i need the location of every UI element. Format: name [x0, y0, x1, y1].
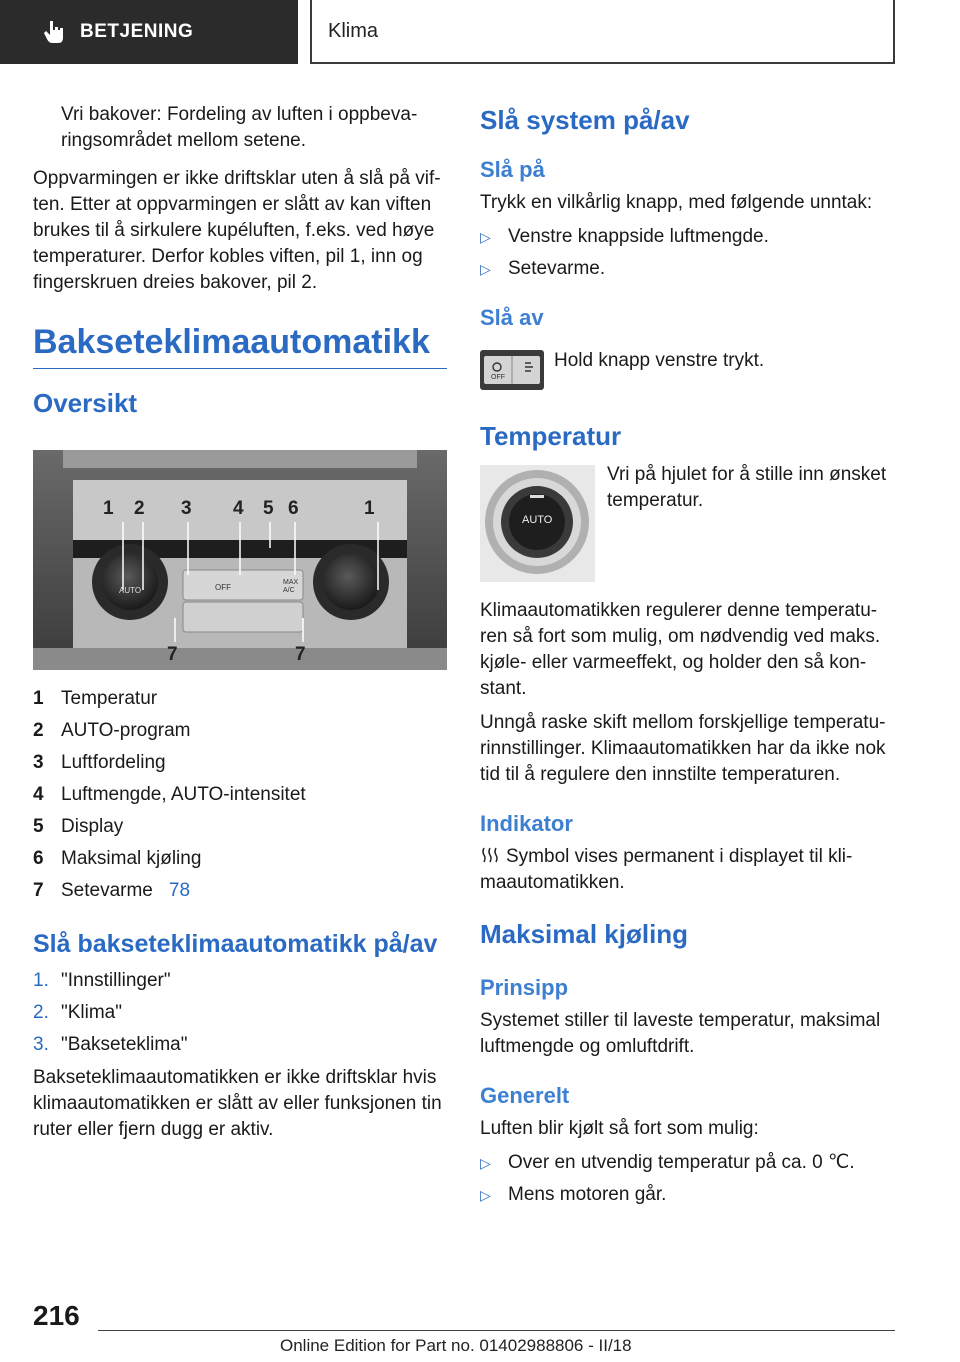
figure-callout-1b: 1 [364, 498, 375, 519]
paragraph-availability: Bakseteklimaautomatikken er ikke driftsklar hvis klimaautomatikken er slått av eller funksjonen tin ruter eller fjern dugg er aktiv. [33, 1067, 442, 1140]
principle-heading: Prinsipp [480, 975, 569, 1000]
triangle-bullet-icon: ▷ [480, 261, 491, 277]
general-item: ▷ Mens motoren går. [480, 1182, 894, 1208]
off-text: Hold knapp venstre trykt. [554, 350, 765, 371]
section-tab [0, 0, 298, 64]
temperature-heading: Temperatur [480, 421, 622, 451]
legend-item: 2 AUTO-program [33, 720, 191, 741]
off-button-label: OFF [491, 374, 505, 381]
step-item: 1. "Innstillinger" [33, 970, 171, 991]
on-exception-item: ▷ Setevarme. [480, 256, 894, 282]
general-item: ▷ Over en utvendig temperatur på ca. 0 ℃. [480, 1150, 894, 1176]
on-heading: Slå på [480, 157, 545, 182]
figure-callout-2: 2 [134, 498, 145, 519]
figure-knob-auto-label: AUTO [119, 586, 142, 595]
figure-callout-1: 1 [103, 498, 114, 519]
legend-item: 5 Display [33, 816, 124, 837]
triangle-bullet-icon: ▷ [480, 229, 491, 245]
page-reference-link[interactable]: 78 [168, 880, 191, 901]
onoff-heading: Slå bakseteklimaautomatikk på/av [33, 930, 438, 958]
figure-callout-7b: 7 [295, 644, 306, 665]
step-item: 2. "Klima" [33, 1002, 122, 1023]
intro-line: Vri bakover: Fordeling av luften i oppbeva-ringsområdet mellom setene. [61, 104, 418, 151]
right-column-top [480, 104, 894, 332]
figure-off-label: OFF [215, 583, 231, 592]
overview-heading: Oversikt [33, 388, 138, 418]
left-column-top [33, 102, 447, 419]
temperature-para-1: Klimaautomatikken regulerer denne temperatu-ren så fort som mulig, om nødvendig ved maks. kjøle- eller varmeeffekt, og holder den så kon-stant. [480, 600, 881, 699]
temperature-text: Vri på hjulet for å stille inn ønsket temperatur. [607, 464, 887, 511]
system-heading: Slå system på/av [480, 105, 690, 135]
off-button-image [480, 350, 544, 390]
on-text: Trykk en vilkårlig knapp, med følgende unntak: [480, 192, 873, 213]
figure-callout-4: 4 [233, 498, 244, 519]
general-text: Luften blir kjølt så fort som mulig: [480, 1118, 759, 1139]
principle-text: Systemet stiller til laveste temperatur, maksimal luftmengde og omluftdrift. [480, 1010, 881, 1057]
legend-item: 1 Temperatur [33, 688, 158, 709]
hand-pointer-icon [40, 18, 68, 46]
triangle-bullet-icon: ▷ [480, 1187, 491, 1203]
figure-callout-3: 3 [181, 498, 192, 519]
legend-item: 7 Setevarme 78 [33, 875, 447, 907]
seat-heat-symbol-icon [480, 846, 500, 864]
triangle-bullet-icon: ▷ [480, 1155, 491, 1171]
indicator-heading: Indikator [480, 811, 573, 836]
general-heading: Generelt [480, 1083, 570, 1108]
legend-item: 4 Luftmengde, AUTO-intensitet [33, 784, 306, 805]
figure-maxac-label: MAX A/C [283, 579, 299, 594]
page-number: 216 [33, 1300, 80, 1331]
figure-callout-5: 5 [263, 498, 274, 519]
chapter-title [310, 0, 895, 64]
paragraph-fan: Oppvarmingen er ikke driftsklar uten å slå på vif-ten. Etter at oppvarmingen er slått av kan viften brukes til å sirkulere kupéluften, f.eks. ved høye temperaturer. Derfor kobles viften, pil 1, inn og fingerskruen dreies bakover, pil 2. [33, 168, 441, 293]
left-column-bottom [33, 683, 447, 1143]
knob-auto-label: AUTO [522, 514, 553, 526]
right-column-bottom [480, 598, 894, 1208]
temperature-para-2: Unngå raske skift mellom forskjellige temperatu-rinnstillinger. Klimaautomatikken har da ikke nok tid til å regulere den innstilte temperaturen. [480, 712, 886, 785]
indicator-text: Symbol vises permanent i displayet til kli-maautomatikken. [480, 846, 853, 893]
panel-illustration [33, 450, 447, 670]
step-item: 3. "Bakseteklima" [33, 1034, 188, 1055]
section-label: BETJENING [80, 21, 194, 42]
page-title: Bakseteklimaautomatikk [33, 323, 430, 361]
figure-callout-7a: 7 [167, 644, 178, 665]
figure-callout-6: 6 [288, 498, 299, 519]
max-cooling-heading: Maksimal kjøling [480, 919, 689, 949]
legend-item: 6 Maksimal kjøling [33, 848, 202, 869]
temperature-knob-image [480, 465, 595, 582]
on-exception-item: ▷ Venstre knappside luftmengde. [480, 224, 894, 250]
climate-panel-figure [33, 450, 447, 670]
chapter-label: Klima [328, 19, 379, 42]
edition-text: Online Edition for Part no. 01402988806 - II/18 [280, 1336, 632, 1355]
legend-item: 3 Luftfordeling [33, 752, 166, 773]
footer-rule [98, 1330, 895, 1331]
title-rule [33, 368, 447, 369]
off-heading: Slå av [480, 305, 544, 330]
